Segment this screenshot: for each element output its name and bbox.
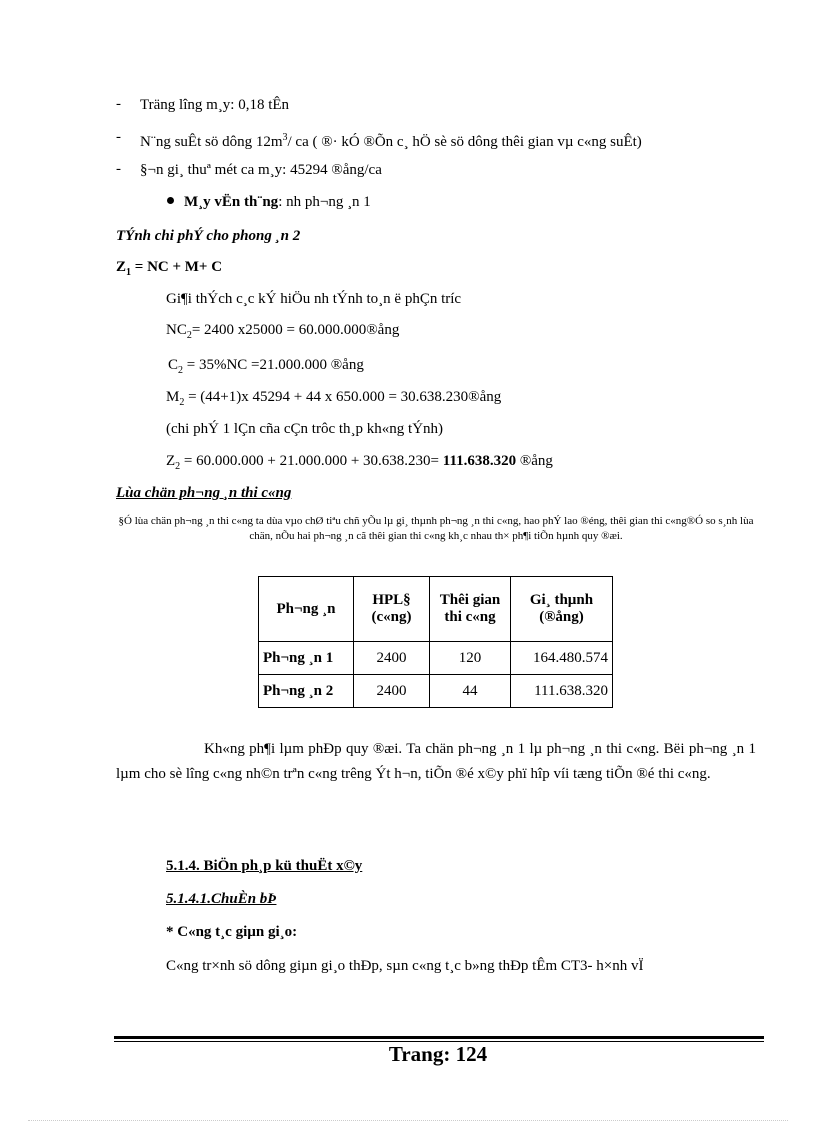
formula-symbol: M <box>166 389 180 405</box>
heading-cost-option-2: TÝnh chi phÝ cho phong ¸n 2 <box>116 228 301 244</box>
productivity-text-rest: / ca ( ®· kÓ ®Õn c¸ hÖ sè sö dông thêi gian vµ c«ng suÊt) <box>287 134 642 150</box>
header-text: Gi¸ thµnh <box>529 592 594 608</box>
hoist-label: M¸y vËn th¨ng <box>184 194 279 210</box>
cell-duration: 44 <box>430 675 511 708</box>
header-method <box>259 577 354 642</box>
formula-rest: = 2400 x25000 = 60.000.000®ång <box>191 322 400 338</box>
header-unit: (c«ng) <box>371 609 412 625</box>
formula-tail: ®ång <box>516 453 553 469</box>
subscript: 1 <box>126 267 132 278</box>
header-text-2: thi c«ng <box>444 609 496 625</box>
table-header-row <box>259 577 613 642</box>
heading-select-method: Lùa chän ph¬ng ¸n thi c«ng <box>116 485 292 501</box>
section-5-1-4-1: 5.1.4.1.ChuÈn bÞ <box>166 891 277 907</box>
cell-method: Ph¬ng ¸n 1 <box>259 642 354 675</box>
formula-m2 <box>166 388 501 412</box>
bullet-dot-icon <box>167 197 174 204</box>
formula-rest: = 35%NC =21.000.000 ®ång <box>183 357 364 373</box>
cell-labor: 2400 <box>354 642 430 675</box>
total-value: 111.638.320 <box>442 453 517 469</box>
hoist-rest: : nh ph¬ng ¸n 1 <box>278 194 371 210</box>
header-text: Thêi gian <box>439 592 501 608</box>
subscript: 2 <box>186 330 192 341</box>
bullet-weight: Träng lîng m¸y: 0,18 tÊn <box>140 97 290 113</box>
formula-nc2 <box>166 321 399 345</box>
formula-c2 <box>168 356 364 380</box>
page-edge-dotted <box>28 1120 788 1121</box>
footer-rule-thick <box>114 1036 764 1039</box>
dash-marker: - <box>116 96 121 112</box>
superscript: 3 <box>282 132 288 143</box>
header-duration <box>430 577 511 642</box>
work-title: * C«ng t¸c giµn gi¸o: <box>166 924 298 940</box>
table-row <box>259 642 613 675</box>
bullet-productivity <box>140 129 642 151</box>
last-line: C«ng tr×nh sö dông giµn gi¸o thÐp, sµn c«ng t¸c b»ng thÐp tÊm CT3- h×nh vÏ <box>166 958 644 974</box>
formula-symbol: Z <box>166 453 176 469</box>
cell-method: Ph¬ng ¸n 2 <box>259 675 354 708</box>
formula-z1 <box>116 258 222 282</box>
productivity-text: N¨ng suÊt sö dông 12m <box>140 134 283 150</box>
dash-marker: - <box>116 161 121 177</box>
select-paragraph: §Ó lùa chän ph¬ng ¸n thi c«ng ta dùa vµo chØ tiªu chñ yÕu lµ gi¸ thµnh ph¬ng ¸n thi c«ng, hao phÝ lao ®éng, thêi gian thi c«ng®Ó so s¸nh lùa chän, nÕu hai ph¬ng ¸n cã thêi gian thi c«ng kh¸c nhau th× ph¶i tiÕn hµnh quy ®æi. <box>118 515 754 542</box>
subscript: 2 <box>178 365 184 376</box>
formula-symbol: Z <box>116 259 127 275</box>
formula-rest: = (44+1)x 45294 + 44 x 650.000 = 30.638.230®ång <box>184 389 502 405</box>
subscript: 2 <box>175 461 181 472</box>
header-text: HPL§ <box>372 592 411 608</box>
cell-cost: 164.480.574 <box>511 642 613 675</box>
formula-symbol: NC <box>166 322 187 338</box>
header-labor <box>354 577 430 642</box>
cell-labor: 2400 <box>354 675 430 708</box>
cell-cost: 111.638.320 <box>511 675 613 708</box>
comparison-table <box>258 576 613 708</box>
cell-duration: 120 <box>430 642 511 675</box>
explain-text: Gi¶i thÝch c¸c kÝ hiÖu nh tÝnh to¸n ë phÇn tríc <box>166 291 462 307</box>
table-row <box>259 675 613 708</box>
bullet-hoist <box>167 193 371 211</box>
formula-symbol: C <box>168 357 179 373</box>
page-number: Trang: 124 <box>388 1042 488 1066</box>
bullet-unit-price: §¬n gi¸ thuª mét ca m¸y: 45294 ®ång/ca <box>140 162 382 178</box>
subscript: 2 <box>179 397 185 408</box>
formula-rest: = NC + M+ C <box>131 259 223 275</box>
header-text: Ph¬ng ¸n <box>276 600 336 617</box>
conclusion-paragraph: Kh«ng ph¶i lµm phÐp quy ®æi. Ta chän ph¬ng ¸n 1 lµ ph¬ng ¸n thi c«ng. Bëi ph¬ng ¸n 1 lµm cho sè lîng c«ng nh©n trªn c«ng trêng Ýt h¬n, tiÕn ®é x©y phï hîp víi tæng tiÕn ®é thi c«ng. <box>116 741 756 782</box>
formula-rest: = 60.000.000 + 21.000.000 + 30.638.230= <box>180 453 443 469</box>
header-cost <box>511 577 613 642</box>
header-unit: (®ång) <box>539 609 584 625</box>
note-text: (chi phÝ 1 lÇn cña cÇn trôc th¸p kh«ng tÝnh) <box>166 421 444 437</box>
section-5-1-4: 5.1.4. BiÖn ph¸p kü thuËt x©y <box>166 858 363 874</box>
dash-marker: - <box>116 129 121 145</box>
formula-z2 <box>166 452 553 476</box>
